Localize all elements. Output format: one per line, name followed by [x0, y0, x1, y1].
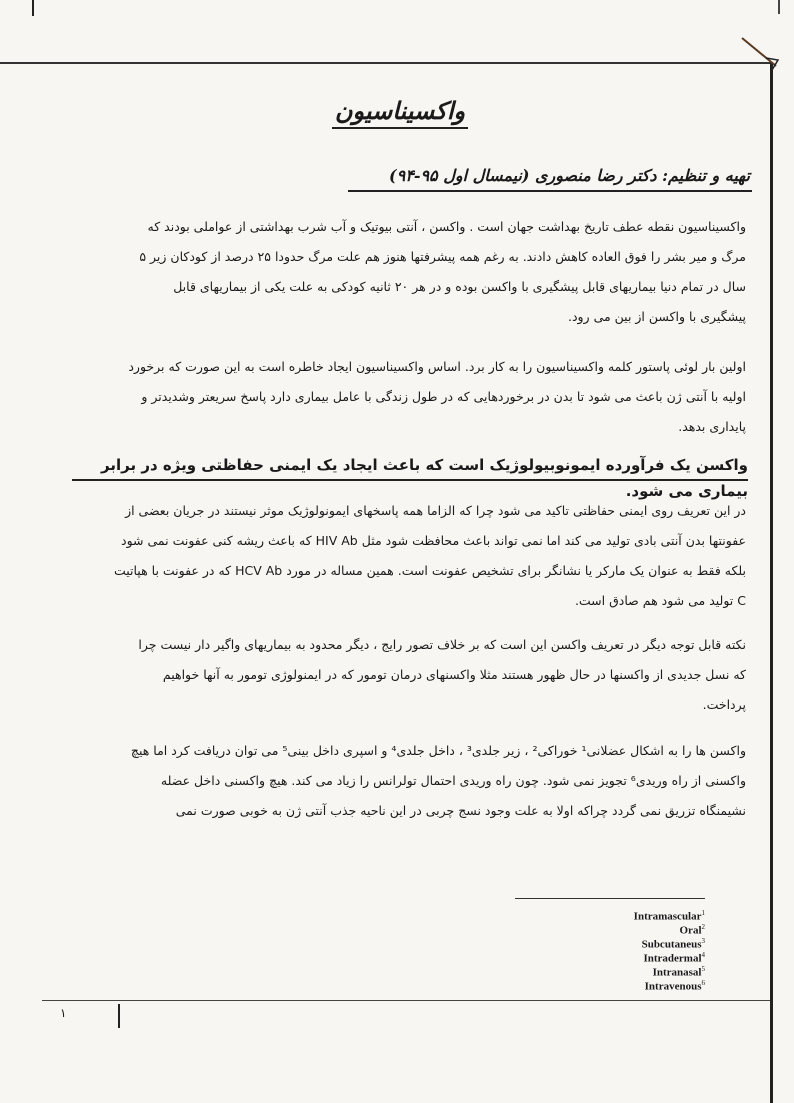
footnote-item [560, 948, 705, 965]
footnote-number: 6 [701, 979, 705, 987]
footnote-item [560, 906, 705, 923]
footnote-separator [515, 898, 705, 899]
text-line: سال در تمام دنیا بیماریهای قابل پیشگیری با واکسن بوده و در هر ۲۰ ثانیه کودکی به علت یکی از بیماریهای قابل [173, 279, 746, 294]
text-line: اولین بار لوئی پاستور کلمه واکسیناسیون را به کار برد. اساس واکسیناسیون ایجاد خاطره است به این صورت که برخورد [128, 359, 746, 374]
paragraph-tumor-vaccines [70, 630, 746, 720]
page-footer-rule [42, 1000, 770, 1001]
definition-underline [72, 479, 748, 481]
scan-mark [32, 0, 34, 16]
page-frame-top [0, 62, 772, 64]
footnote-number: 1 [701, 909, 705, 917]
footnote-text: Oral [679, 924, 702, 937]
footnote-number: 3 [701, 937, 705, 945]
footnote-number: 5 [701, 965, 705, 973]
paragraph-pasteur [70, 352, 746, 442]
footnote-number: 4 [701, 951, 705, 959]
text-line: که نسل جدیدی از واکسنها در حال ظهور هستند مثلا واکسنهای درمان تومور که در ایمنولوژی تومور به آنها خواهیم [162, 667, 746, 682]
text-line: بلکه فقط به عنوان یک مارکر یا نشانگر برای تشخیص عفونت است. همین مساله در مورد HCV Ab که در عفونت با هپاتیت [113, 563, 746, 578]
footnote-text: Intradermal [643, 952, 702, 965]
text-line: واکسن ها را به اشکال عضلانی¹ خوراکی² ، زیر جلدی³ ، داخل جلدی⁴ و اسپری داخل بینی⁵ می توان دریافت کرد اما هیچ [130, 743, 746, 758]
text-line: در این تعریف روی ایمنی حفاظتی تاکید می شود چرا که الزاما همه پاسخهای ایمونولوژیک موثر نیستند در جریان بعضی از [125, 503, 746, 518]
author-underline [348, 190, 752, 192]
text-line: واکسنی از راه وریدی⁶ تجویز نمی شود. چون راه وریدی احتمال تولرانس را زیاد می کند. هیچ واکسنی داخل عضله [160, 773, 746, 788]
footnote-item [560, 962, 705, 979]
text-line: پیشگیری با واکسن از بین می رود. [567, 309, 746, 324]
footnote-text: Intramascular [633, 910, 702, 923]
page-footer-tick [118, 1004, 120, 1028]
text-line: پرداخت. [702, 697, 746, 712]
text-line: نکته قابل توجه دیگر در تعریف واکسن این است که بر خلاف تصور رایج ، دیگر محدود به بیماریهای واگیر دار نیست چرا [138, 637, 746, 652]
author-line: تهیه و تنظیم: دکتر رضا منصوری (نیمسال اول ۹۵-۹۴) [389, 166, 750, 185]
footnote-number: 2 [701, 923, 705, 931]
footnote-item [560, 976, 705, 993]
title-underline [332, 127, 468, 129]
vaccine-definition: واکسن یک فرآورده ایمونوبیولوژیک است که باعث ایجاد یک ایمنی حفاظتی ویژه در برابر بیماری می شود. [101, 456, 748, 500]
text-line: پایداری بدهد. [678, 419, 746, 434]
footnote-text: Subcutaneus [641, 938, 702, 951]
footnote-item [560, 920, 705, 937]
text-line: واکسیناسیون نقطه عطف تاریخ بهداشت جهان است . واکسن ، آنتی بیوتیک و آب شرب بهداشتی از عواملی بودند که [147, 219, 746, 234]
footnote-text: Intranasal [652, 966, 702, 979]
text-line: عفونتها بدن آنتی بادی تولید می کند اما نمی تواند باعث محافظت شود مثل HIV Ab که باعث ریشه کنی عفونت نمی شود [121, 533, 746, 548]
text-line: C تولید می شود هم صادق است. [574, 593, 746, 608]
text-line: مرگ و میر بشر را فوق العاده کاهش دادند. به رغم همه پیشرفتها هنوز هم علت مرگ حدودا ۲۵ درصد از کودکان زیر ۵ [139, 249, 746, 264]
paragraph-intro [70, 212, 746, 332]
text-line: اولیه با آنتی ژن باعث می شود تا بدن در برخوردهایی که در طول زندگی با عامل بیماری دارد پاسخ سریعتر وشدیدتر و [141, 389, 746, 404]
page-number: ۱ [60, 1006, 67, 1020]
corner-fold-mark [740, 36, 780, 70]
footnote-text: Intravenous [644, 980, 702, 993]
footnote-item [560, 934, 705, 951]
text-line: نشیمنگاه تزریق نمی گردد چراکه اولا به علت وجود نسج چربی در این ناحیه جذب آنتی ژن به خوبی صورت نمی [175, 803, 746, 818]
document-title: واکسیناسیون [334, 96, 466, 125]
paragraph-routes [70, 736, 746, 826]
footnotes [560, 906, 705, 993]
paragraph-protective-immunity [70, 496, 746, 616]
scan-mark [778, 0, 780, 14]
page-frame-right [770, 62, 773, 1103]
